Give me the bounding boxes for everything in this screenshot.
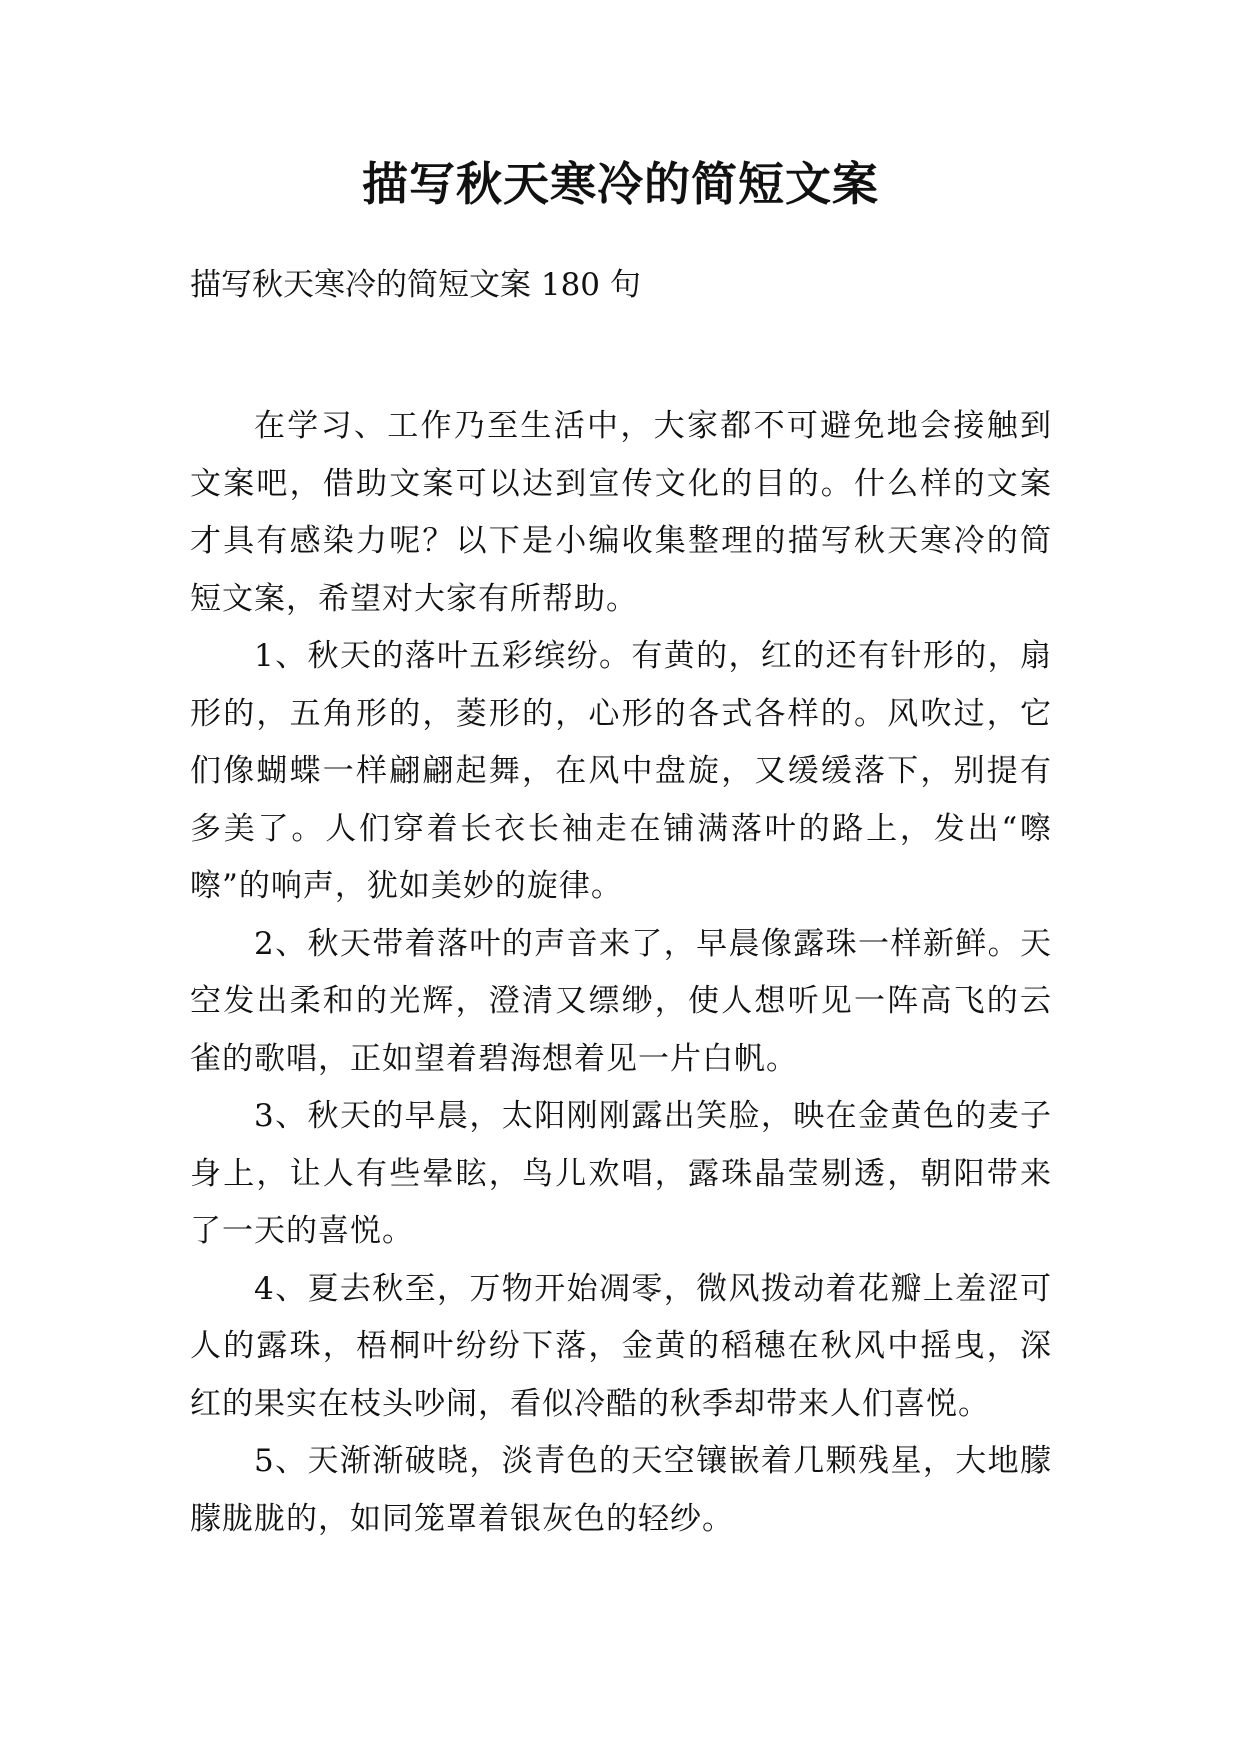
- document-subtitle: 描写秋天寒冷的简短文案 180 句: [190, 267, 641, 303]
- paragraph-2: 2、秋天带着落叶的声音来了，早晨像露珠一样新鲜。天空发出柔和的光辉，澄清又缥缈，使人想听见一阵高飞的云雀的歌唱，正如望着碧海想着见一片白帆。: [190, 925, 1052, 1077]
- intro-paragraph: 在学习、工作乃至生活中，大家都不可避免地会接触到文案吧，借助文案可以达到宣传文化的目的。什么样的文案才具有感染力呢？以下是小编收集整理的描写秋天寒冷的简短文案，希望对大家有所帮助。: [190, 408, 1052, 617]
- paragraph-1: 1、秋天的落叶五彩缤纷。有黄的，红的还有针形的，扇形的，五角形的，菱形的，心形的各式各样的。风吹过，它们像蝴蝶一样翩翩起舞，在风中盘旋，又缓缓落下，别提有多美了。人们穿着长衣长袖走在铺满落叶的路上，发出“嚓嚓”的响声，犹如美妙的旋律。: [190, 638, 1052, 904]
- paragraph-3: 3、秋天的早晨，太阳刚刚露出笑脸，映在金黄色的麦子身上，让人有些晕眩，鸟儿欢唱，露珠晶莹剔透，朝阳带来了一天的喜悦。: [190, 1098, 1052, 1249]
- document-title: 描写秋天寒冷的简短文案: [362, 157, 879, 211]
- paragraph-4: 4、夏去秋至，万物开始凋零，微风拨动着花瓣上羞涩可人的露珠，梧桐叶纷纷下落，金黄的稻穗在秋风中摇曳，深红的果实在枝头吵闹，看似冷酷的秋季却带来人们喜悦。: [190, 1270, 1052, 1422]
- paragraph-5: 5、天渐渐破晓，淡青色的天空镶嵌着几颗残星，大地朦朦胧胧的，如同笼罩着银灰色的轻纱。: [190, 1443, 1052, 1537]
- document-body: [190, 398, 1052, 1548]
